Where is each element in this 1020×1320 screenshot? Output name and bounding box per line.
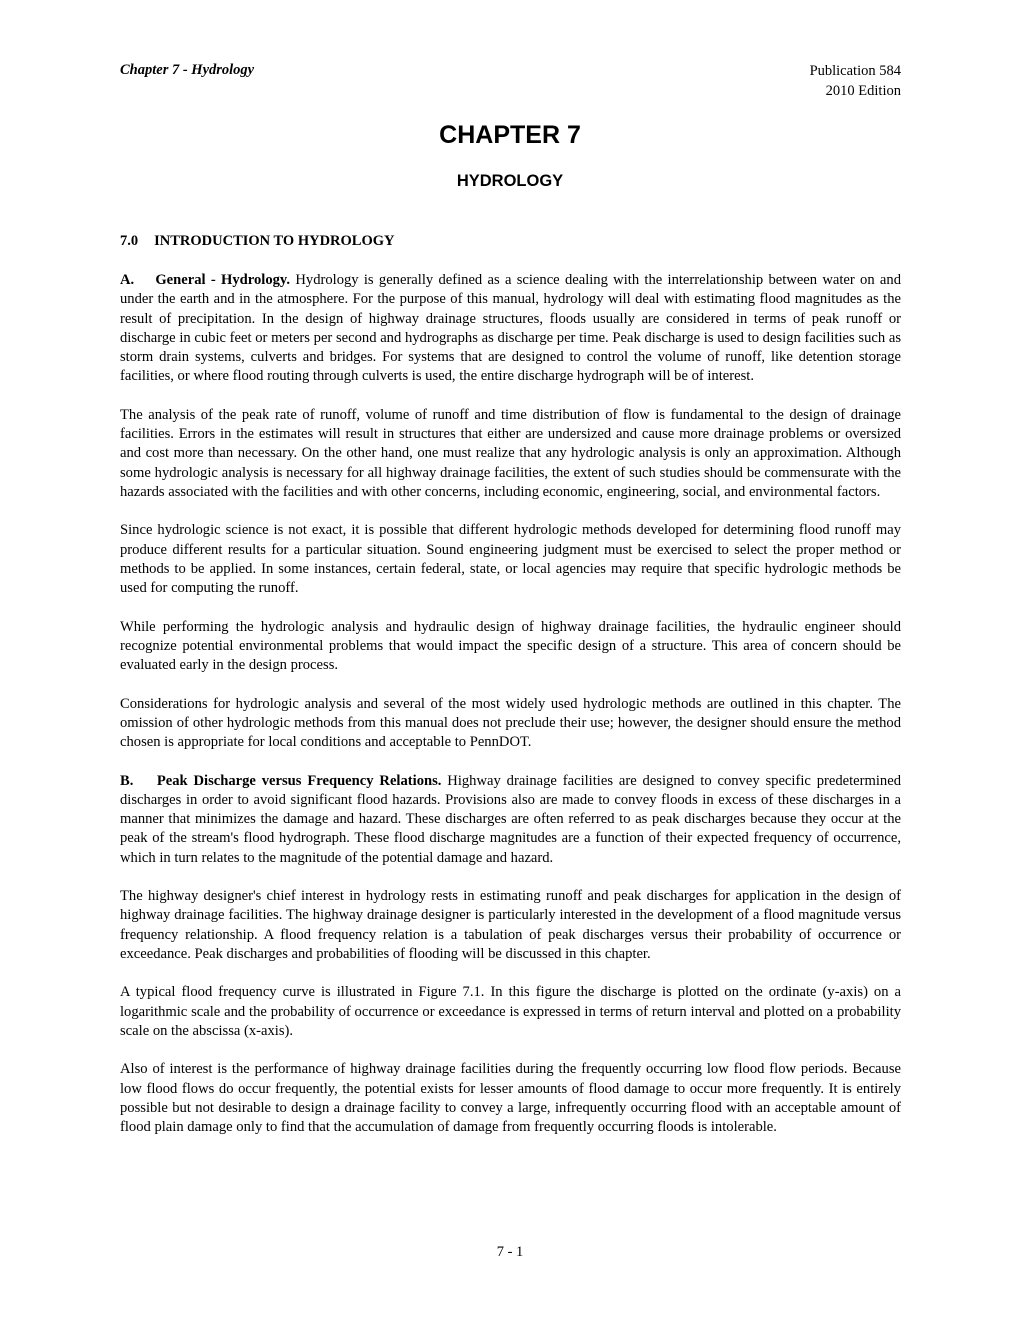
- paragraph: [120, 406, 901, 502]
- section-title: INTRODUCTION TO HYDROLOGY: [154, 233, 395, 249]
- chapter-title: CHAPTER 7: [439, 121, 581, 149]
- paragraph: [120, 983, 901, 1041]
- running-header-publication: [810, 62, 901, 101]
- paragraph: [120, 1060, 901, 1137]
- section-heading: [120, 233, 395, 250]
- paragraph-text: A typical flood frequency curve is illustrated in Figure 7.1. In this figure the discharge is plotted on the ordinate (y-axis) on a logarithmic scale and the probability of occurrence or exceedance is expressed in terms of return interval and plotted on a probability scale on the abscissa (x-axis).: [120, 984, 901, 1039]
- paragraph-text: The analysis of the peak rate of runoff, volume of runoff and time distribution of flow is fundamental to the design of drainage facilities. Errors in the estimates will result in structures that either are undersized and cause more drainage problems or oversized and cost more than necessary. On the other hand, one must realize that any hydrologic analysis is only an approximation. Although some hydrologic analysis is necessary for all highway drainage facilities, the extent of such studies should be commensurate with the hazards associated with the facilities and with other concerns, including economic, engineering, social, and environmental factors.: [120, 406, 901, 500]
- paragraph-lead: A. General - Hydrology.: [120, 272, 291, 288]
- paragraph: [120, 521, 901, 598]
- paragraph: [120, 772, 901, 868]
- paragraph-text: Also of interest is the performance of highway drainage facilities during the frequently occurring low flood flow periods. Because low flood flows do occur frequently, the potential exists for lesser amounts of flood damage to occur more frequently. It is entirely possible but not desirable to design a drainage facility to convey a large, infrequently occurring flood with an acceptable amount of flood plain damage only to find that the accumulation of damage from frequently occurring floods is intolerable.: [120, 1061, 901, 1135]
- running-header-chapter: Chapter 7 - Hydrology: [120, 62, 255, 78]
- publication-number: Publication 584: [809, 63, 901, 79]
- chapter-subtitle: HYDROLOGY: [456, 172, 564, 190]
- paragraph: [120, 618, 901, 676]
- paragraph-text: Highway drainage facilities are designed to convey specific predetermined discharges in order to avoid significant flood hazards. Provisions also are made to convey floods in excess of these discharges in a manner that minimizes the damage and hazard. These discharges are often referred to as peak discharges because they occur at the peak of the stream's flood hydrograph. These flood discharge magnitudes are a function of their expected frequency of occurrence, which in turn relates to the magnitude of the potential damage and hazard.: [120, 772, 901, 866]
- paragraph-lead: B. Peak Discharge versus Frequency Relations.: [120, 772, 442, 789]
- paragraph-text: Hydrology is generally defined as a science dealing with the interrelationship between water on and under the earth and in the atmosphere. For the purpose of this manual, hydrology will deal with estimating flood magnitudes as the result of precipitation. In the design of highway drainage structures, floods usually are considered in terms of peak runoff or discharge in cubic feet or meters per second and hydrographs as discharge per time. Peak discharge is used to design facilities such as storm drain systems, culverts and bridges. For systems that are designed to control the volume of runoff, like detention storage facilities, or where flood routing through culverts is used, the entire discharge hydrograph will be of interest.: [120, 272, 901, 385]
- paragraph: [120, 695, 901, 753]
- body-text: [120, 271, 901, 1157]
- paragraph-text: Since hydrologic science is not exact, it is possible that different hydrologic methods developed for determining flood runoff may produce different results for a particular situation. Sound engineering judgment must be exercised to select the proper method or methods to be applied. In some instances, certain federal, state, or local agencies may require that specific hydrologic methods be used for computing the runoff.: [120, 522, 901, 596]
- paragraph: [120, 887, 901, 964]
- paragraph: [120, 271, 901, 387]
- page-number: 7 - 1: [496, 1244, 524, 1260]
- paragraph-text: While performing the hydrologic analysis and hydraulic design of highway drainage facilities, the hydraulic engineer should recognize potential environmental problems that would impact the specific design of a structure. This area of concern should be evaluated early in the design process.: [120, 618, 901, 673]
- paragraph-text: The highway designer's chief interest in hydrology rests in estimating runoff and peak discharges for application in the design of highway drainage facilities. The highway drainage designer is particularly interested in the development of a flood magnitude versus frequency relationship. A flood frequency relation is a tabulation of peak discharges versus their probability of occurrence or exceedance. Peak discharges and probabilities of flooding will be discussed in this chapter.: [120, 888, 901, 962]
- paragraph-text: Considerations for hydrologic analysis and several of the most widely used hydrologic methods are outlined in this chapter. The omission of other hydrologic methods from this manual does not preclude their use; however, the designer should ensure the method chosen is appropriate for local conditions and acceptable to PennDOT.: [120, 695, 901, 750]
- section-number: 7.0: [120, 233, 139, 249]
- edition: 2010 Edition: [825, 82, 901, 99]
